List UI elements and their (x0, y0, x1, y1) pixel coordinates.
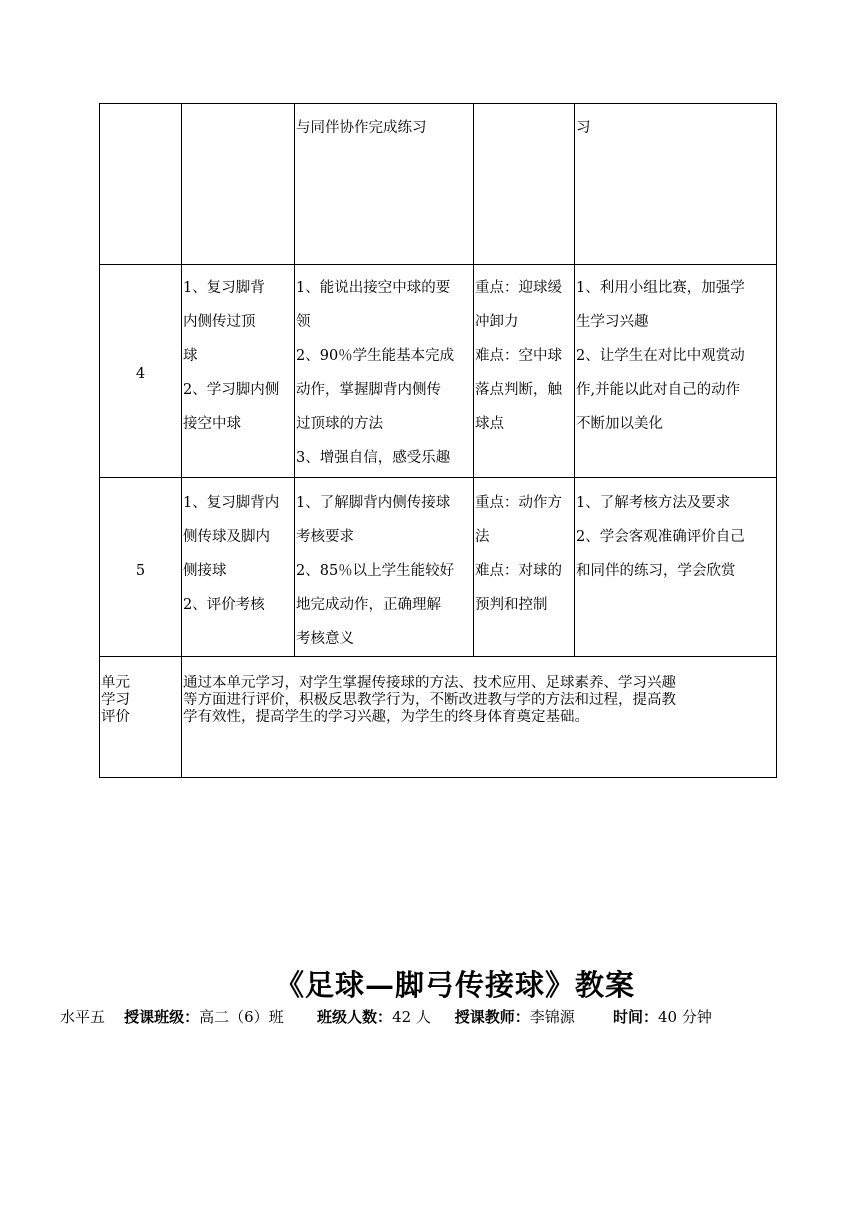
table-row (100, 104, 777, 265)
class-value: 高二（6）班 (199, 1008, 284, 1026)
level-text: 水平五 (60, 1008, 106, 1026)
table-row (100, 265, 777, 478)
teacher-label: 授课教师： (454, 1008, 530, 1026)
strategy-line: 不断加以美化 (576, 416, 663, 432)
keypoints-line: 难点：空中球 (475, 348, 562, 364)
evaluation-text-line: 等方面进行评价，积极反思教学行为，不断改进教与学的方法和过程，提高教 (183, 692, 676, 708)
goals-line: 与同伴协作完成练习 (296, 120, 427, 136)
strategy-line: 和同伴的练习，学会欣赏 (576, 563, 736, 579)
strategy-line: 作,并能以此对自己的动作 (576, 382, 741, 398)
content-line: 1、复习脚背 (183, 280, 265, 296)
keypoints-line: 难点：对球的 (475, 563, 562, 579)
content-line: 内侧传过顶 (183, 314, 256, 330)
keypoints-line: 冲卸力 (475, 314, 519, 330)
teacher-value: 李锦源 (529, 1008, 575, 1026)
strategy-line: 2、学会客观准确评价自己 (576, 529, 745, 545)
lesson-number-cell (100, 104, 182, 265)
content-line: 接空中球 (183, 416, 241, 432)
goals-line: 地完成动作，正确理解 (296, 597, 441, 613)
strategy-cell (575, 104, 777, 265)
goals-cell (295, 265, 474, 478)
evaluation-label-line: 单元 (101, 675, 130, 691)
keypoints-line: 球点 (475, 416, 504, 432)
goals-line: 考核要求 (296, 529, 354, 545)
evaluation-text-line: 学有效性，提高学生的学习兴趣，为学生的终身体育奠定基础。 (183, 709, 589, 725)
keypoints-cell (474, 478, 575, 657)
goals-line: 1、能说出接空中球的要 (296, 280, 451, 296)
keypoints-line: 重点：动作方 (475, 495, 562, 511)
keypoints-line: 法 (475, 529, 490, 545)
strategy-cell (575, 265, 777, 478)
evaluation-text-cell (182, 657, 777, 778)
goals-cell (295, 478, 474, 657)
strategy-cell (575, 478, 777, 657)
goals-line: 动作，掌握脚背内侧传 (296, 382, 441, 398)
goals-line: 过顶球的方法 (296, 416, 383, 432)
lesson-info-line (60, 1006, 712, 1027)
count-label: 班级人数： (317, 1008, 393, 1026)
content-line: 1、复习脚背内 (183, 495, 280, 511)
strategy-line: 习 (576, 120, 591, 136)
goals-line: 3、增强自信，感受乐趣 (296, 450, 451, 466)
keypoints-line: 预判和控制 (475, 597, 548, 613)
evaluation-label-line: 评价 (101, 709, 130, 725)
goals-line: 1、了解脚背内侧传接球 (296, 495, 451, 511)
strategy-line: 1、利用小组比赛，加强学 (576, 280, 745, 296)
strategy-line: 生学习兴趣 (576, 314, 649, 330)
goals-line: 领 (296, 314, 311, 330)
lesson-title: 《足球—脚弓传接球》教案 (274, 968, 635, 1002)
content-cell (182, 478, 295, 657)
goals-line: 考核意义 (296, 631, 354, 647)
keypoints-line: 落点判断，触 (475, 382, 562, 398)
content-line: 2、学习脚内侧 (183, 382, 280, 398)
evaluation-text-line: 通过本单元学习，对学生掌握传接球的方法、技术应用、足球素养、学习兴趣 (183, 675, 676, 691)
content-line: 2、评价考核 (183, 597, 265, 613)
unit-plan-table (99, 103, 777, 778)
evaluation-label-cell (100, 657, 182, 778)
count-value: 42 人 (392, 1008, 431, 1026)
strategy-line: 1、了解考核方法及要求 (576, 495, 731, 511)
time-value: 40 分钟 (657, 1008, 712, 1026)
lesson-number-cell: 5 (100, 478, 182, 657)
keypoints-cell (474, 104, 575, 265)
content-line: 侧接球 (183, 563, 227, 579)
keypoints-cell (474, 265, 575, 478)
class-label: 授课班级： (124, 1008, 200, 1026)
lesson-number-cell: 4 (100, 265, 182, 478)
goals-line: 2、90％学生能基本完成 (296, 348, 455, 364)
evaluation-row (100, 657, 777, 778)
keypoints-line: 重点：迎球缓 (475, 280, 562, 296)
goals-line: 2、85％以上学生能较好 (296, 563, 455, 579)
time-label: 时间： (612, 1008, 658, 1026)
content-line: 侧传球及脚内 (183, 529, 270, 545)
evaluation-label-line: 学习 (101, 692, 130, 708)
content-cell (182, 104, 295, 265)
strategy-line: 2、让学生在对比中观赏动 (576, 348, 745, 364)
goals-cell (295, 104, 474, 265)
content-cell (182, 265, 295, 478)
content-line: 球 (183, 348, 198, 364)
table-row (100, 478, 777, 657)
